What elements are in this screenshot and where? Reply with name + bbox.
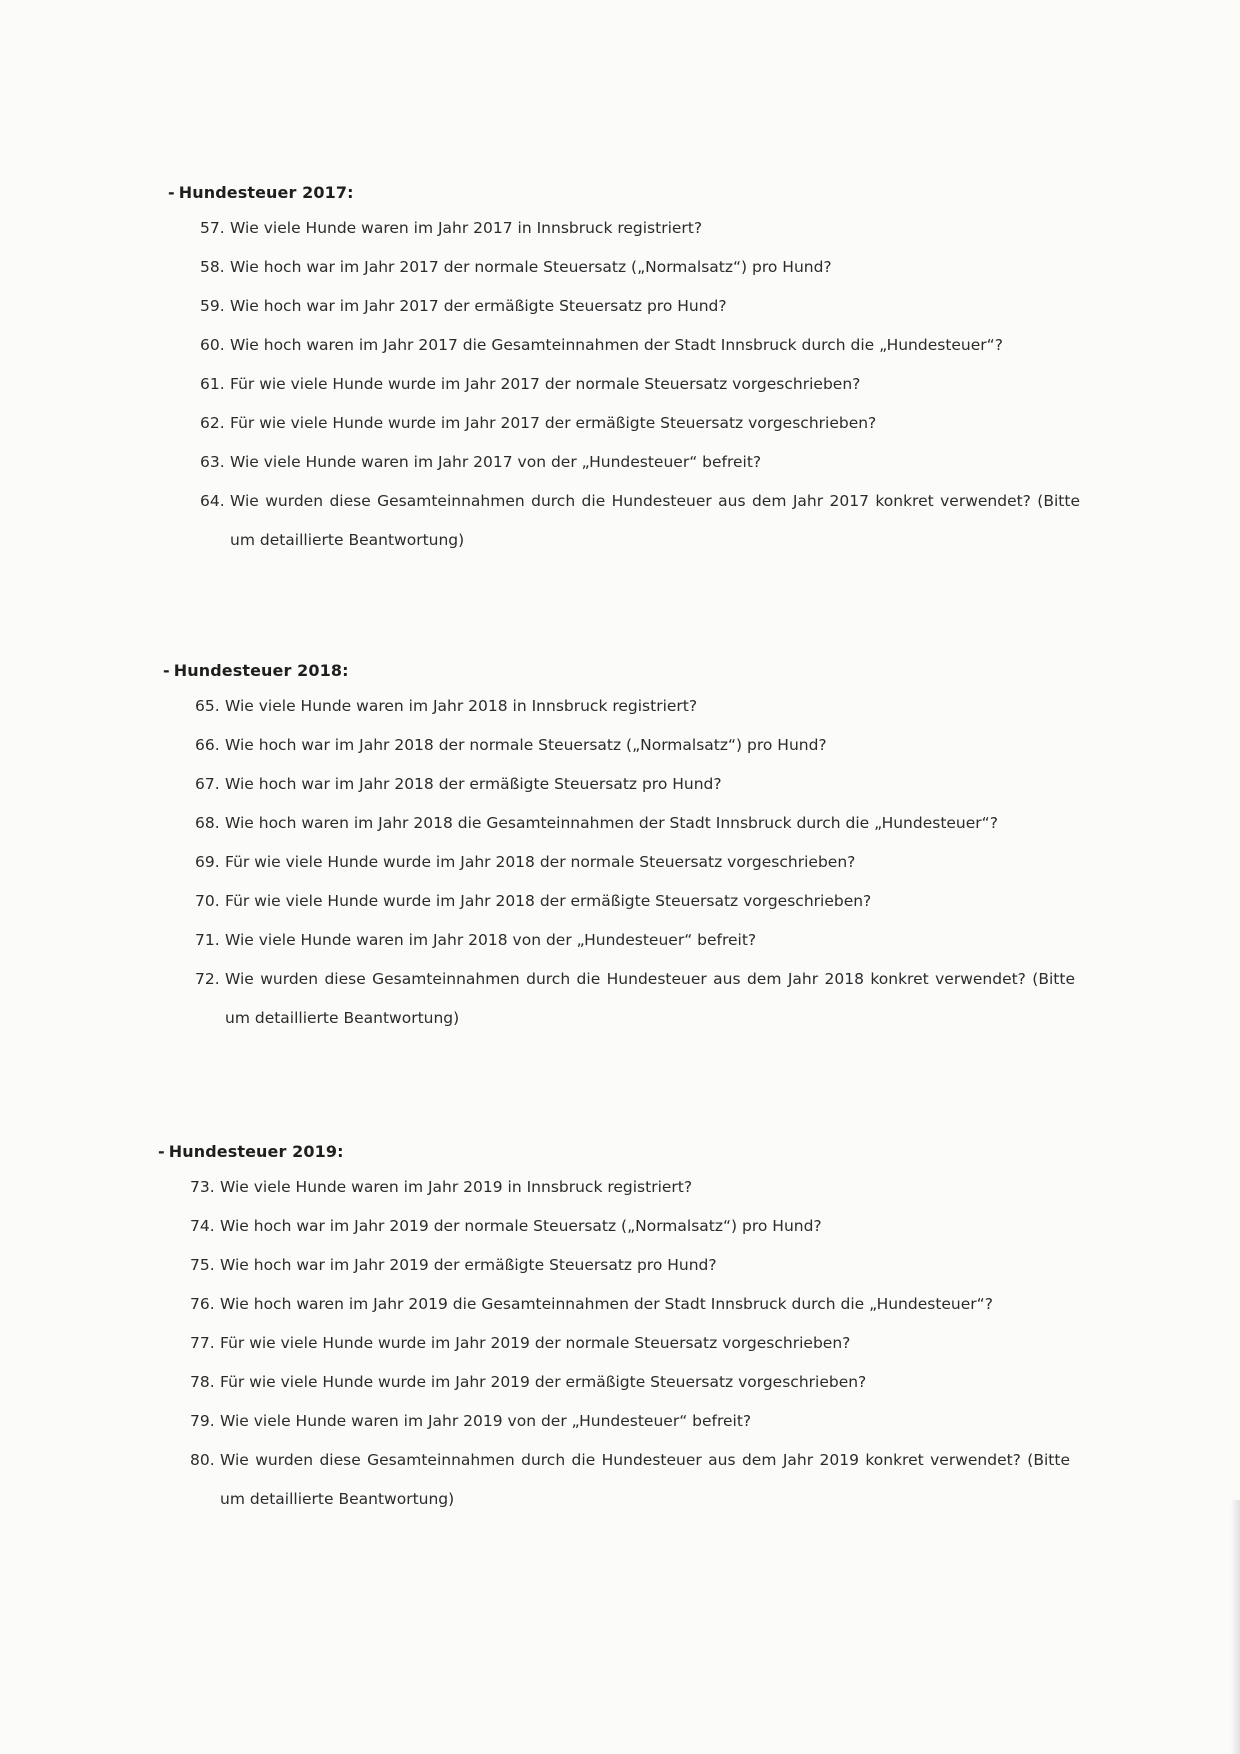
question-number: 68. (195, 814, 220, 832)
question-item (190, 1441, 1070, 1519)
question-text: Wie wurden diese Gesamteinnahmen durch die Hundesteuer aus dem Jahr 2017 konkret verwendet? (Bitte um detaillierte Beantwortung) (230, 492, 1080, 549)
question-item (200, 209, 1080, 248)
question-number: 76. (190, 1295, 215, 1313)
scan-edge-shadow (1230, 1500, 1240, 1754)
question-number: 58. (200, 258, 225, 276)
question-item (200, 326, 1080, 365)
question-number: 80. (190, 1451, 215, 1469)
question-text: Wie wurden diese Gesamteinnahmen durch die Hundesteuer aus dem Jahr 2019 konkret verwendet? (Bitte um detaillierte Beantwortung) (220, 1451, 1070, 1508)
question-number: 71. (195, 931, 220, 949)
section-hundesteuer-2017 (168, 181, 1088, 560)
question-list (190, 1168, 1070, 1519)
question-number: 66. (195, 736, 220, 754)
question-item (190, 1246, 1070, 1285)
question-text: Wie hoch war im Jahr 2018 der ermäßigte Steuersatz pro Hund? (225, 775, 722, 793)
question-text: Wie hoch war im Jahr 2019 der normale Steuersatz („Normalsatz“) pro Hund? (220, 1217, 822, 1235)
question-item (195, 765, 1075, 804)
question-item (190, 1285, 1070, 1324)
question-item (195, 687, 1075, 726)
question-item (190, 1324, 1070, 1363)
question-text: Wie hoch waren im Jahr 2018 die Gesamteinnahmen der Stadt Innsbruck durch die „Hundesteuer“? (225, 814, 998, 832)
section-heading: - Hundesteuer 2017: (168, 183, 354, 202)
question-number: 74. (190, 1217, 215, 1235)
question-text: Wie viele Hunde waren im Jahr 2017 von der „Hundesteuer“ befreit? (230, 453, 762, 471)
question-item (190, 1207, 1070, 1246)
question-item (195, 960, 1075, 1038)
question-item (200, 365, 1080, 404)
question-text: Für wie viele Hunde wurde im Jahr 2018 der normale Steuersatz vorgeschrieben? (225, 853, 856, 871)
question-number: 73. (190, 1178, 215, 1196)
question-text: Wie viele Hunde waren im Jahr 2018 von der „Hundesteuer“ befreit? (225, 931, 757, 949)
question-number: 69. (195, 853, 220, 871)
question-text: Für wie viele Hunde wurde im Jahr 2018 der ermäßigte Steuersatz vorgeschrieben? (225, 892, 872, 910)
question-number: 79. (190, 1412, 215, 1430)
question-number: 63. (200, 453, 225, 471)
question-number: 57. (200, 219, 225, 237)
question-text: Wie hoch war im Jahr 2019 der ermäßigte Steuersatz pro Hund? (220, 1256, 717, 1274)
question-item (195, 843, 1075, 882)
question-number: 78. (190, 1373, 215, 1391)
question-item (200, 482, 1080, 560)
question-text: Wie viele Hunde waren im Jahr 2018 in Innsbruck registriert? (225, 697, 698, 715)
question-number: 67. (195, 775, 220, 793)
question-item (200, 287, 1080, 326)
section-hundesteuer-2018 (163, 659, 1083, 1038)
question-item (200, 248, 1080, 287)
question-item (190, 1402, 1070, 1441)
question-list (195, 687, 1075, 1038)
question-number: 70. (195, 892, 220, 910)
question-item (190, 1168, 1070, 1207)
section-heading: - Hundesteuer 2019: (158, 1142, 344, 1161)
question-text: Wie wurden diese Gesamteinnahmen durch die Hundesteuer aus dem Jahr 2018 konkret verwendet? (Bitte um detaillierte Beantwortung) (225, 970, 1075, 1027)
section-heading-text: Hundesteuer 2017: (178, 183, 354, 202)
question-list (200, 209, 1080, 560)
question-item (190, 1363, 1070, 1402)
question-item (200, 443, 1080, 482)
question-item (195, 882, 1075, 921)
question-text: Wie hoch waren im Jahr 2019 die Gesamteinnahmen der Stadt Innsbruck durch die „Hundesteuer“? (220, 1295, 993, 1313)
question-text: Wie hoch war im Jahr 2017 der ermäßigte Steuersatz pro Hund? (230, 297, 727, 315)
question-text: Wie viele Hunde waren im Jahr 2017 in Innsbruck registriert? (230, 219, 703, 237)
question-number: 61. (200, 375, 225, 393)
question-item (195, 804, 1075, 843)
question-number: 60. (200, 336, 225, 354)
question-text: Für wie viele Hunde wurde im Jahr 2019 der ermäßigte Steuersatz vorgeschrieben? (220, 1373, 867, 1391)
section-heading: - Hundesteuer 2018: (163, 661, 349, 680)
question-text: Wie viele Hunde waren im Jahr 2019 von der „Hundesteuer“ befreit? (220, 1412, 752, 1430)
question-text: Für wie viele Hunde wurde im Jahr 2017 der ermäßigte Steuersatz vorgeschrieben? (230, 414, 877, 432)
question-number: 77. (190, 1334, 215, 1352)
question-number: 62. (200, 414, 225, 432)
question-number: 72. (195, 970, 220, 988)
question-number: 64. (200, 492, 225, 510)
question-number: 59. (200, 297, 225, 315)
section-heading-text: Hundesteuer 2018: (173, 661, 349, 680)
question-text: Wie hoch waren im Jahr 2017 die Gesamteinnahmen der Stadt Innsbruck durch die „Hundesteuer“? (230, 336, 1003, 354)
section-heading-text: Hundesteuer 2019: (168, 1142, 344, 1161)
question-text: Wie hoch war im Jahr 2018 der normale Steuersatz („Normalsatz“) pro Hund? (225, 736, 827, 754)
question-text: Für wie viele Hunde wurde im Jahr 2017 der normale Steuersatz vorgeschrieben? (230, 375, 861, 393)
question-text: Wie hoch war im Jahr 2017 der normale Steuersatz („Normalsatz“) pro Hund? (230, 258, 832, 276)
question-number: 75. (190, 1256, 215, 1274)
question-item (195, 726, 1075, 765)
section-hundesteuer-2019 (158, 1140, 1078, 1519)
question-item (200, 404, 1080, 443)
question-item (195, 921, 1075, 960)
question-number: 65. (195, 697, 220, 715)
question-text: Wie viele Hunde waren im Jahr 2019 in Innsbruck registriert? (220, 1178, 693, 1196)
question-text: Für wie viele Hunde wurde im Jahr 2019 der normale Steuersatz vorgeschrieben? (220, 1334, 851, 1352)
